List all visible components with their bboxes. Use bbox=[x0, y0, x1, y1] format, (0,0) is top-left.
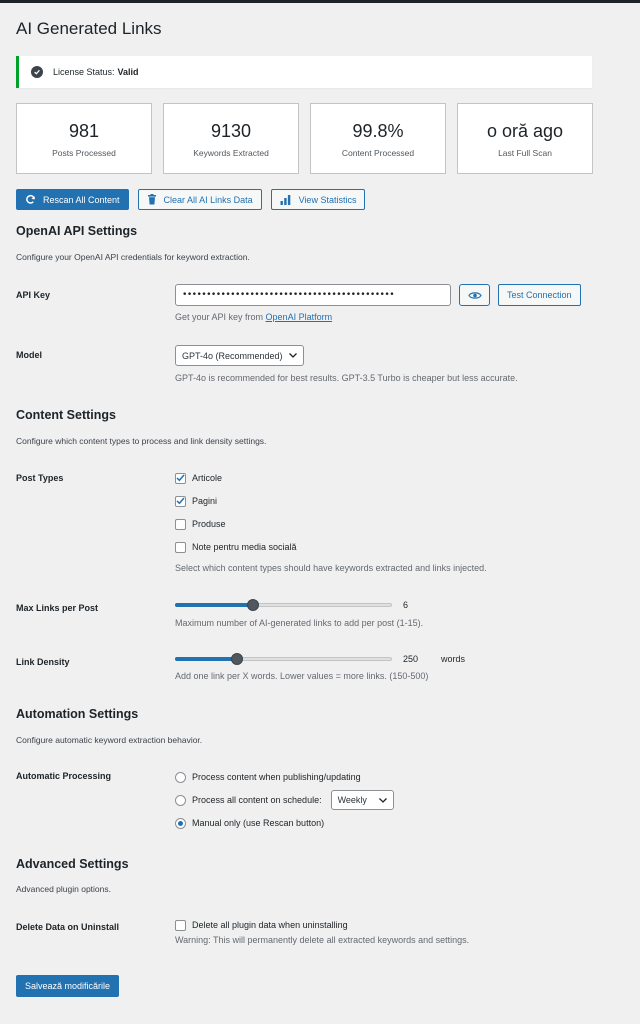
chevron-down-icon bbox=[379, 798, 387, 803]
max-links-row bbox=[175, 598, 408, 612]
schedule-select[interactable]: Weekly bbox=[331, 790, 394, 810]
stat-card-content bbox=[310, 103, 446, 174]
link-density-help: Add one link per X words. Lower values = more links. (150-500) bbox=[175, 671, 429, 681]
stat-label: Posts Processed bbox=[52, 147, 116, 158]
checkmark-icon bbox=[176, 497, 185, 505]
checkbox[interactable] bbox=[175, 542, 186, 553]
refresh-icon bbox=[25, 194, 36, 205]
radio-option-manual[interactable]: Manual only (use Rescan button) bbox=[175, 816, 555, 830]
radio-option-publish[interactable]: Process content when publishing/updating bbox=[175, 770, 555, 784]
radio-button[interactable] bbox=[175, 818, 186, 829]
save-changes-button[interactable]: Salvează modificările bbox=[16, 975, 119, 997]
page-title: AI Generated Links bbox=[16, 19, 162, 38]
max-links-slider[interactable] bbox=[175, 598, 392, 612]
license-value: Valid bbox=[117, 67, 139, 77]
advanced-section-title: Advanced Settings bbox=[16, 857, 129, 871]
openai-section-description: Configure your OpenAI API credentials for keyword extraction. bbox=[16, 252, 250, 262]
radio-option-schedule[interactable]: Process all content on schedule: Weekly bbox=[175, 793, 555, 807]
stat-label: Last Full Scan bbox=[498, 147, 552, 158]
slider-thumb[interactable] bbox=[247, 599, 259, 611]
view-statistics-button[interactable]: View Statistics bbox=[271, 189, 366, 210]
trash-icon bbox=[147, 194, 157, 205]
stat-card-posts bbox=[16, 103, 152, 174]
slider-fill bbox=[175, 603, 253, 607]
post-type-option[interactable]: Articole bbox=[175, 471, 555, 485]
automation-section-description: Configure automatic keyword extraction behavior. bbox=[16, 735, 203, 745]
stat-value: 99.8% bbox=[352, 120, 404, 141]
openai-section-title: OpenAI API Settings bbox=[16, 224, 138, 238]
slider-thumb[interactable] bbox=[231, 653, 243, 665]
automatic-processing-label: Automatic Processing bbox=[16, 771, 112, 781]
max-links-value: 6 bbox=[403, 600, 409, 610]
bar-chart-icon bbox=[280, 195, 292, 205]
link-density-slider[interactable] bbox=[175, 652, 392, 666]
radio-button[interactable] bbox=[175, 795, 186, 806]
action-buttons bbox=[16, 189, 365, 210]
delete-data-label: Delete Data on Uninstall bbox=[16, 922, 120, 932]
delete-data-checkbox[interactable] bbox=[175, 920, 186, 931]
check-circle-icon bbox=[31, 66, 43, 78]
chevron-down-icon bbox=[289, 353, 297, 358]
toggle-visibility-button[interactable] bbox=[459, 284, 490, 306]
stat-label: Keywords Extracted bbox=[193, 147, 269, 158]
stat-value: o oră ago bbox=[486, 120, 564, 141]
post-type-option[interactable]: Pagini bbox=[175, 494, 555, 508]
checkbox[interactable] bbox=[175, 473, 186, 484]
delete-data-help: Warning: This will permanently delete all extracted keywords and settings. bbox=[175, 935, 470, 945]
automation-section-title: Automation Settings bbox=[16, 707, 139, 721]
stat-label: Content Processed bbox=[341, 147, 415, 158]
slider-fill bbox=[175, 657, 237, 661]
link-density-value: 250 bbox=[403, 654, 419, 664]
model-field bbox=[175, 345, 304, 366]
stats-cards bbox=[16, 103, 593, 174]
api-key-label: API Key bbox=[16, 290, 51, 300]
test-connection-button[interactable]: Test Connection bbox=[498, 284, 581, 306]
checkbox[interactable] bbox=[175, 496, 186, 507]
api-key-field-row bbox=[175, 284, 581, 306]
delete-data-option[interactable]: Delete all plugin data when uninstalling bbox=[175, 918, 555, 932]
content-section-description: Configure which content types to process and link density settings. bbox=[16, 436, 267, 446]
stat-value: 981 bbox=[68, 120, 100, 141]
post-types-label: Post Types bbox=[16, 473, 64, 483]
delete-data-field bbox=[175, 918, 555, 945]
license-notice bbox=[16, 56, 592, 88]
rescan-button[interactable]: Rescan All Content bbox=[16, 189, 129, 210]
model-select[interactable]: GPT-4o (Recommended) bbox=[175, 345, 304, 366]
clear-data-button[interactable]: Clear All AI Links Data bbox=[138, 189, 262, 210]
api-key-help: Get your API key from OpenAI Platform bbox=[175, 312, 333, 322]
license-label: License Status: bbox=[53, 67, 115, 77]
post-types-list bbox=[175, 471, 555, 573]
openai-platform-link[interactable]: OpenAI Platform bbox=[265, 312, 333, 322]
admin-top-edge bbox=[0, 0, 640, 3]
radio-selected-dot bbox=[178, 821, 183, 826]
link-density-unit: words bbox=[441, 654, 466, 664]
automatic-processing-options bbox=[175, 770, 555, 830]
link-density-label: Link Density bbox=[16, 657, 70, 667]
stat-value: 9130 bbox=[210, 120, 252, 141]
link-density-row bbox=[175, 652, 465, 666]
stat-card-keywords bbox=[163, 103, 299, 174]
post-types-help: Select which content types should have keywords extracted and links injected. bbox=[175, 563, 487, 573]
checkmark-icon bbox=[176, 474, 185, 482]
radio-button[interactable] bbox=[175, 772, 186, 783]
model-label: Model bbox=[16, 350, 42, 360]
checkbox[interactable] bbox=[175, 519, 186, 530]
eye-icon bbox=[468, 291, 482, 300]
api-key-input[interactable]: •••••••••••••••••••••••••••••••••••••••••••• bbox=[175, 284, 451, 306]
max-links-help: Maximum number of AI-generated links to add per post (1-15). bbox=[175, 618, 424, 628]
stat-card-last-scan bbox=[457, 103, 593, 174]
model-help: GPT-4o is recommended for best results. GPT-3.5 Turbo is cheaper but less accurate. bbox=[175, 373, 518, 383]
content-section-title: Content Settings bbox=[16, 408, 116, 422]
post-type-option[interactable]: Produse bbox=[175, 517, 555, 531]
advanced-section-description: Advanced plugin options. bbox=[16, 884, 111, 894]
post-type-option[interactable]: Note pentru media socială bbox=[175, 540, 555, 554]
max-links-label: Max Links per Post bbox=[16, 603, 99, 613]
